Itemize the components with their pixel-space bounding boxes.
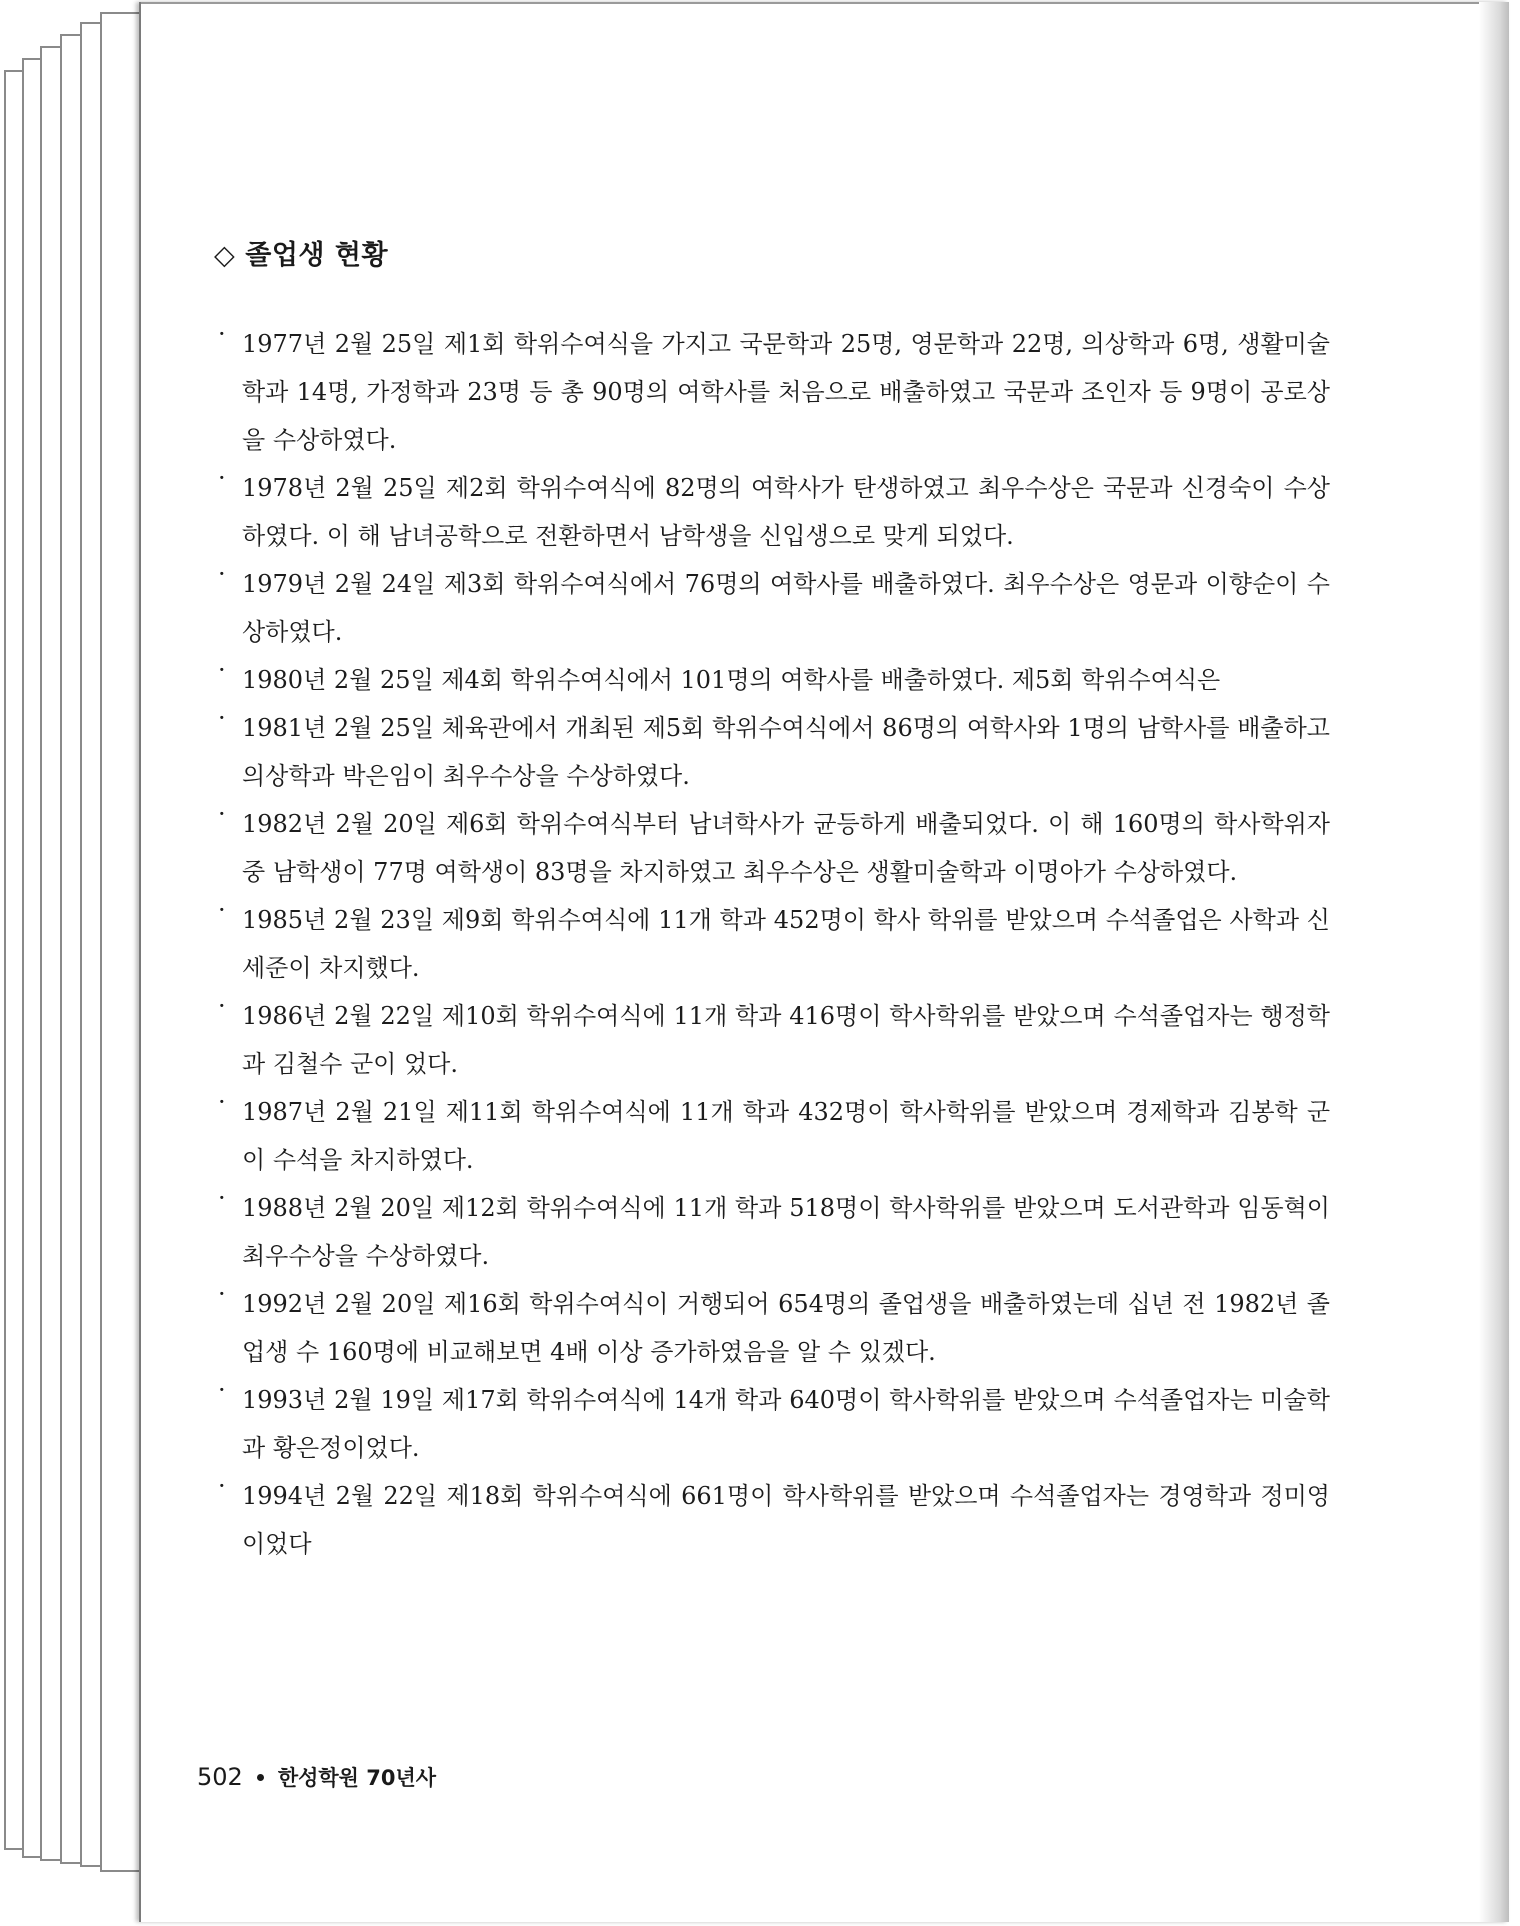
page-footer: [197, 1762, 436, 1792]
list-item: [210, 1472, 1330, 1568]
list-item: [210, 1088, 1330, 1184]
list-item-text: 1986년 2월 22일 제10회 학위수여식에 11개 학과 416명이 학사학위를 받았으며 수석졸업자는 행정학과 김철수 군이 었다.: [242, 1002, 1330, 1078]
page-right-shadow: [1479, 2, 1509, 1922]
bullet-dot-icon: ·: [218, 656, 226, 684]
list-item: [210, 704, 1330, 800]
bullet-dot-icon: ·: [218, 1280, 226, 1308]
page-top-border: [141, 2, 1479, 4]
bullet-dot-icon: ·: [218, 1472, 226, 1500]
bullet-dot-icon: ·: [218, 560, 226, 588]
bullet-dot-icon: ·: [218, 464, 226, 492]
list-item: [210, 1184, 1330, 1280]
list-item: [210, 800, 1330, 896]
list-item-text: 1982년 2월 20일 제6회 학위수여식부터 남녀학사가 균등하게 배출되었다. 이 해 160명의 학사학위자 중 남학생이 77명 여학생이 83명을 차지하였고 최우수상은 생활미술학과 이명아가 수상하였다.: [242, 810, 1330, 886]
list-item-text: 1978년 2월 25일 제2회 학위수여식에 82명의 여학사가 탄생하였고 최우수상은 국문과 신경숙이 수상하였다. 이 해 남녀공학으로 전환하면서 남학생을 신입생으로 맞게 되었다.: [242, 474, 1330, 550]
bullet-dot-icon: ·: [218, 1184, 226, 1212]
list-item-text: 1979년 2월 24일 제3회 학위수여식에서 76명의 여학사를 배출하였다. 최우수상은 영문과 이향순이 수상하였다.: [242, 570, 1330, 646]
list-item: [210, 464, 1330, 560]
list-item-text: 1977년 2월 25일 제1회 학위수여식을 가지고 국문학과 25명, 영문학과 22명, 의상학과 6명, 생활미술학과 14명, 가정학과 23명 등 총 90명의 여학사를 처음으로 배출하였고 국문과 조인자 등 9명이 공로상을 수상하였다.: [242, 330, 1330, 454]
bullet-dot-icon: ·: [218, 320, 226, 348]
list-item: [210, 1280, 1330, 1376]
list-item-text: 1985년 2월 23일 제9회 학위수여식에 11개 학과 452명이 학사 학위를 받았으며 수석졸업은 사학과 신세준이 차지했다.: [242, 906, 1330, 982]
list-item-text: 1981년 2월 25일 체육관에서 개최된 제5회 학위수여식에서 86명의 여학사와 1명의 남학사를 배출하고 의상학과 박은임이 최우수상을 수상하였다.: [242, 714, 1330, 790]
list-item: [210, 992, 1330, 1088]
list-item: [210, 896, 1330, 992]
bullet-dot-icon: ·: [218, 704, 226, 732]
page-number: 502: [197, 1763, 243, 1791]
bullet-dot-icon: ·: [218, 1088, 226, 1116]
section-heading: [214, 233, 388, 272]
graduate-list: [210, 320, 1330, 1568]
diamond-outline-icon: ◇: [214, 240, 236, 271]
list-item: [210, 656, 1330, 704]
section-title-text: 졸업생 현황: [245, 240, 389, 271]
list-item-text: 1987년 2월 21일 제11회 학위수여식에 11개 학과 432명이 학사학위를 받았으며 경제학과 김봉학 군이 수석을 차지하였다.: [242, 1098, 1330, 1174]
separator-dot-icon: [257, 1774, 264, 1781]
bullet-dot-icon: ·: [218, 800, 226, 828]
list-item-text: 1994년 2월 22일 제18회 학위수여식에 661명이 학사학위를 받았으며 수석졸업자는 경영학과 정미영이었다: [242, 1482, 1330, 1558]
list-item: [210, 320, 1330, 464]
bullet-dot-icon: ·: [218, 896, 226, 924]
list-item: [210, 1376, 1330, 1472]
bullet-dot-icon: ·: [218, 992, 226, 1020]
list-item-text: 1993년 2월 19일 제17회 학위수여식에 14개 학과 640명이 학사학위를 받았으며 수석졸업자는 미술학과 황은정이었다.: [242, 1386, 1330, 1462]
bullet-dot-icon: ·: [218, 1376, 226, 1404]
list-item: [210, 560, 1330, 656]
list-item-text: 1980년 2월 25일 제4회 학위수여식에서 101명의 여학사를 배출하였다. 제5회 학위수여식은: [242, 666, 1221, 694]
book-title: 한성학원 70년사: [277, 1766, 437, 1790]
list-item-text: 1992년 2월 20일 제16회 학위수여식이 거행되어 654명의 졸업생을 배출하였는데 십년 전 1982년 졸업생 수 160명에 비교해보면 4배 이상 증가하였음을 알 수 있겠다.: [242, 1290, 1330, 1366]
list-item-text: 1988년 2월 20일 제12회 학위수여식에 11개 학과 518명이 학사학위를 받았으며 도서관학과 임동혁이 최우수상을 수상하였다.: [242, 1194, 1330, 1270]
